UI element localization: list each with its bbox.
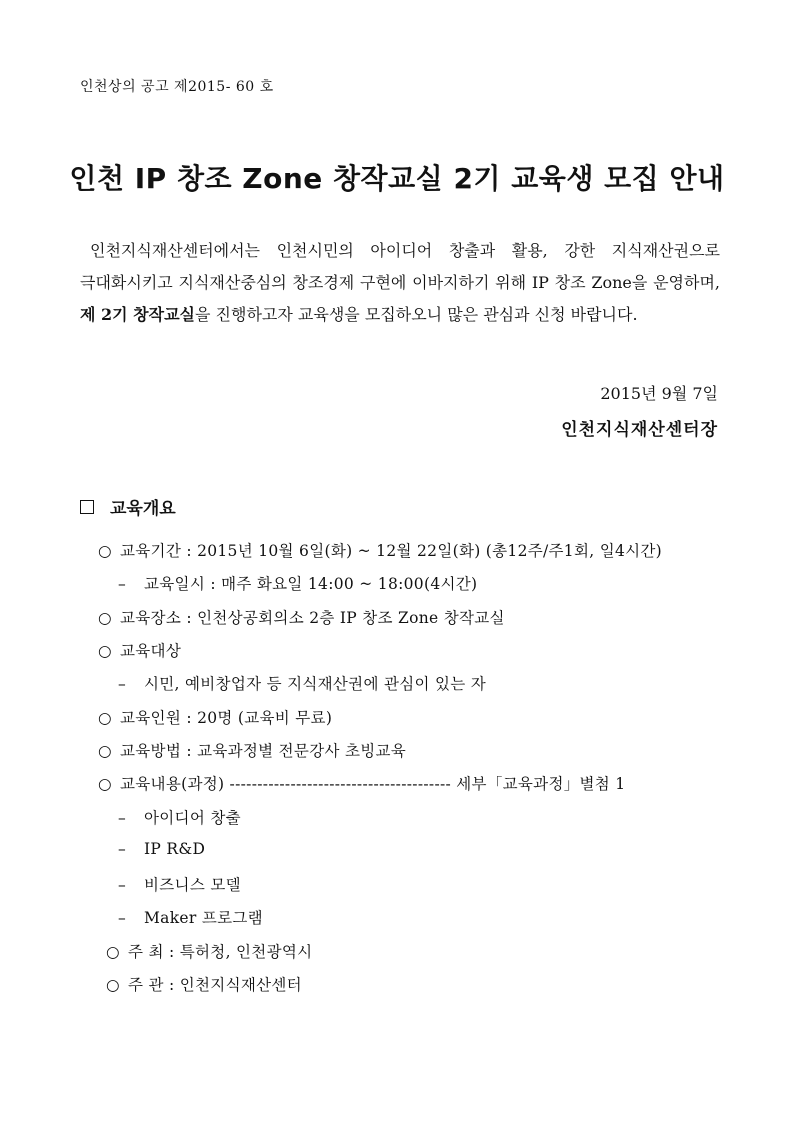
issuer-organization: 인천지식재산센터장 [561, 420, 718, 440]
list-item [98, 706, 332, 728]
item-text: Maker 프로그램 [144, 909, 263, 927]
list-item [106, 973, 302, 995]
intro-bold-text: 제 2기 창작교실 [80, 305, 196, 324]
item-text: 교육인원 : 20명 (교육비 무료) [120, 709, 333, 727]
circle-bullet-icon: ○ [98, 709, 112, 727]
item-text: 비즈니스 모델 [144, 876, 241, 894]
circle-bullet-icon: ○ [106, 943, 120, 961]
item-text: 주 관 : 인천지식재산센터 [128, 976, 302, 994]
dash-bullet-icon: – [118, 575, 127, 593]
list-item [118, 873, 241, 895]
circle-bullet-icon: ○ [98, 542, 112, 560]
document-title: 인천 IP 창조 Zone 창작교실 2기 교육생 모집 안내 [69, 162, 725, 195]
item-text: 교육기간 : 2015년 10월 6일(화) ~ 12월 22일(화) (총12주/주1회, 일4시간) [120, 542, 663, 560]
dash-bullet-icon: – [118, 909, 127, 927]
item-text: 교육대상 [120, 642, 182, 660]
list-item [118, 806, 241, 828]
issue-date: 2015년 9월 7일 [600, 384, 718, 403]
item-text: 주 최 : 특허청, 인천광역시 [128, 943, 313, 961]
list-item [98, 606, 505, 628]
dash-bullet-icon: – [118, 840, 127, 858]
item-text: 교육방법 : 교육과정별 전문강사 초빙교육 [120, 742, 407, 760]
item-text: IP R&D [144, 840, 206, 858]
circle-bullet-icon: ○ [106, 976, 120, 994]
section-heading [80, 494, 176, 519]
item-text: 교육장소 : 인천상공회의소 2층 IP 창조 Zone 창작교실 [120, 609, 505, 627]
dash-bullet-icon: – [118, 809, 127, 827]
intro-paragraph [80, 235, 720, 331]
dash-bullet-icon: – [118, 675, 127, 693]
list-item [98, 539, 662, 561]
circle-bullet-icon: ○ [98, 642, 112, 660]
list-item [118, 840, 205, 858]
circle-bullet-icon: ○ [98, 609, 112, 627]
list-item [98, 639, 181, 661]
intro-text-1: 인천지식재산센터에서는 인천시민의 아이디어 창출과 활용, 강한 지식재산권으로 극대화시키고 지식재산중심의 창조경제 구현에 이바지하기 위해 IP 창조 Zone을 운영하며, [80, 241, 720, 292]
list-item [118, 672, 486, 694]
item-text: 아이디어 창출 [144, 809, 241, 827]
list-item [106, 940, 312, 962]
item-text: 교육일시 : 매주 화요일 14:00 ~ 18:00(4시간) [144, 575, 478, 593]
list-item [98, 739, 406, 761]
dash-bullet-icon: – [118, 876, 127, 894]
circle-bullet-icon: ○ [98, 742, 112, 760]
list-item [98, 772, 625, 794]
notice-number: 인천상의 공고 제2015- 60 호 [80, 79, 274, 95]
list-item [118, 906, 263, 928]
item-text: 교육내용(과정) ---------------------------------------- 세부「교육과정」별첨 1 [120, 775, 626, 793]
circle-bullet-icon: ○ [98, 775, 112, 793]
section-title: 교육개요 [110, 499, 176, 519]
list-item [118, 572, 477, 594]
intro-text-2: 을 진행하고자 교육생을 모집하오니 많은 관심과 신청 바랍니다. [195, 305, 638, 324]
item-text: 시민, 예비창업자 등 지식재산권에 관심이 있는 자 [144, 675, 487, 693]
checkbox-square-icon [80, 500, 94, 514]
